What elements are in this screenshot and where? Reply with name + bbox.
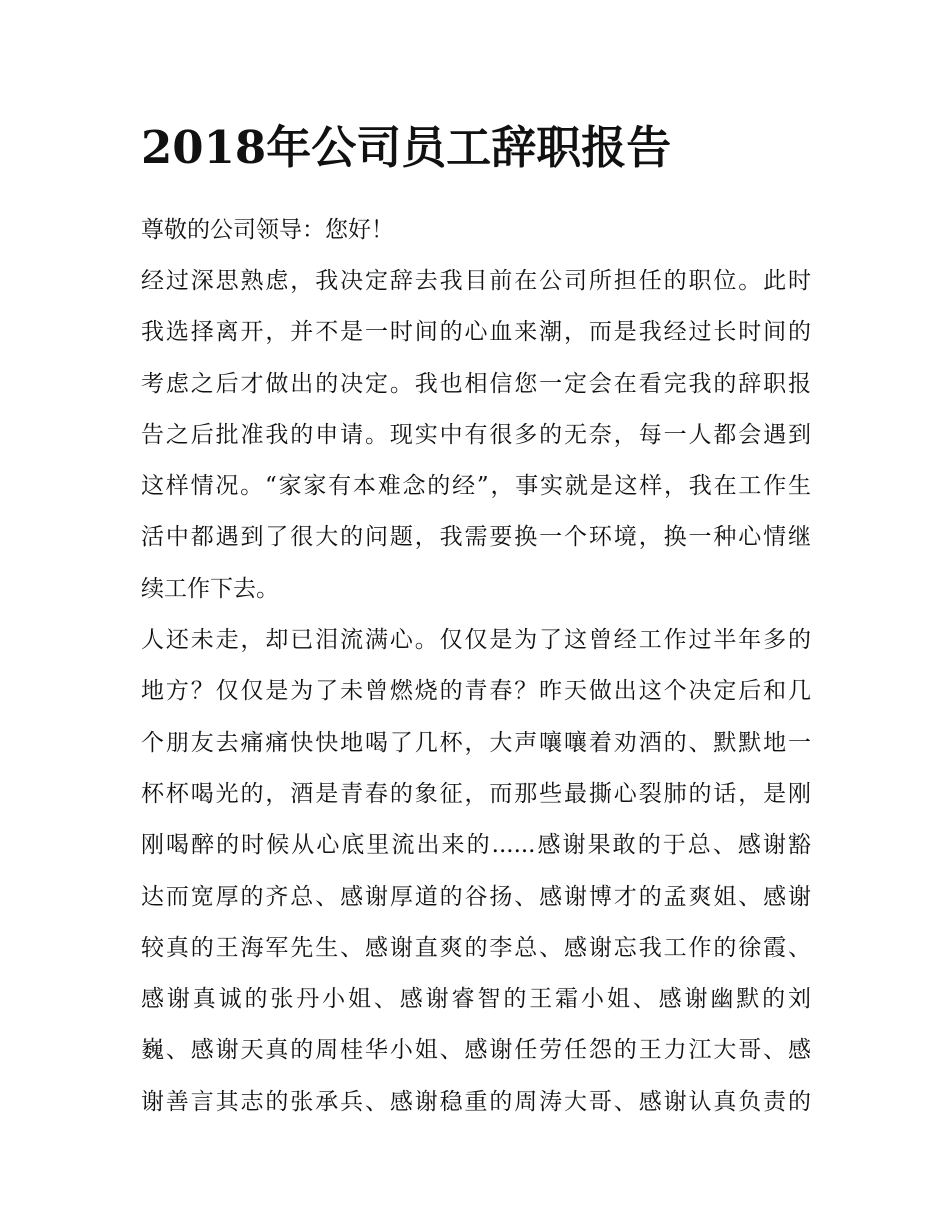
text-line: 地方？仅仅是为了未曾燃烧的青春？昨天做出这个决定后和几	[141, 678, 811, 705]
text-line: 较真的王海军先生、感谢直爽的李总、感谢忘我工作的徐霞、	[141, 934, 811, 961]
text-line: 人还未走，却已泪流满心。仅仅是为了这曾经工作过半年多的	[141, 627, 811, 654]
text-line: 经过深思熟虑，我决定辞去我目前在公司所担任的职位。此时	[141, 268, 811, 294]
text-line: 谢善言其志的张承兵、感谢稳重的周涛大哥、感谢认真负责的	[141, 1088, 811, 1115]
text-line: 感谢真诚的张丹小姐、感谢睿智的王霜小姐、感谢幽默的刘	[141, 986, 811, 1013]
paragraph-resignation-reason	[141, 256, 811, 615]
text-line: 我选择离开，并不是一时间的心血来潮，而是我经过长时间的	[141, 319, 811, 346]
document-title: 2018年公司员工辞职报告	[141, 121, 672, 174]
text-line: 刚喝醉的时候从心底里流出来的......感谢果敢的于总、感谢豁	[141, 832, 811, 859]
text-line: 达而宽厚的齐总、感谢厚道的谷扬、感谢博才的孟爽姐、感谢	[141, 883, 811, 910]
text-line: 续工作下去。	[141, 575, 279, 602]
text-line: 个朋友去痛痛快快地喝了几杯，大声嚷嚷着劝酒的、默默地一	[141, 729, 811, 756]
text-line: 活中都遇到了很大的问题，我需要换一个环境，换一种心情继	[141, 524, 811, 551]
document-body	[141, 112, 811, 1128]
paragraph-thanks	[141, 615, 811, 1128]
text-line: 这样情况。“家家有本难念的经”，事实就是这样，我在工作生	[141, 473, 811, 500]
text-line: 告之后批准我的申请。现实中有很多的无奈，每一人都会遇到	[141, 421, 811, 448]
greeting-line: 尊敬的公司领导：您好！	[141, 217, 394, 243]
text-line: 巍、感谢天真的周桂华小姐、感谢任劳任怨的王力江大哥、感	[141, 1037, 811, 1064]
text-line: 考虑之后才做出的决定。我也相信您一定会在看完我的辞职报	[141, 370, 811, 397]
text-line: 杯杯喝光的，酒是青春的象征，而那些最撕心裂肺的话，是刚	[141, 780, 811, 807]
